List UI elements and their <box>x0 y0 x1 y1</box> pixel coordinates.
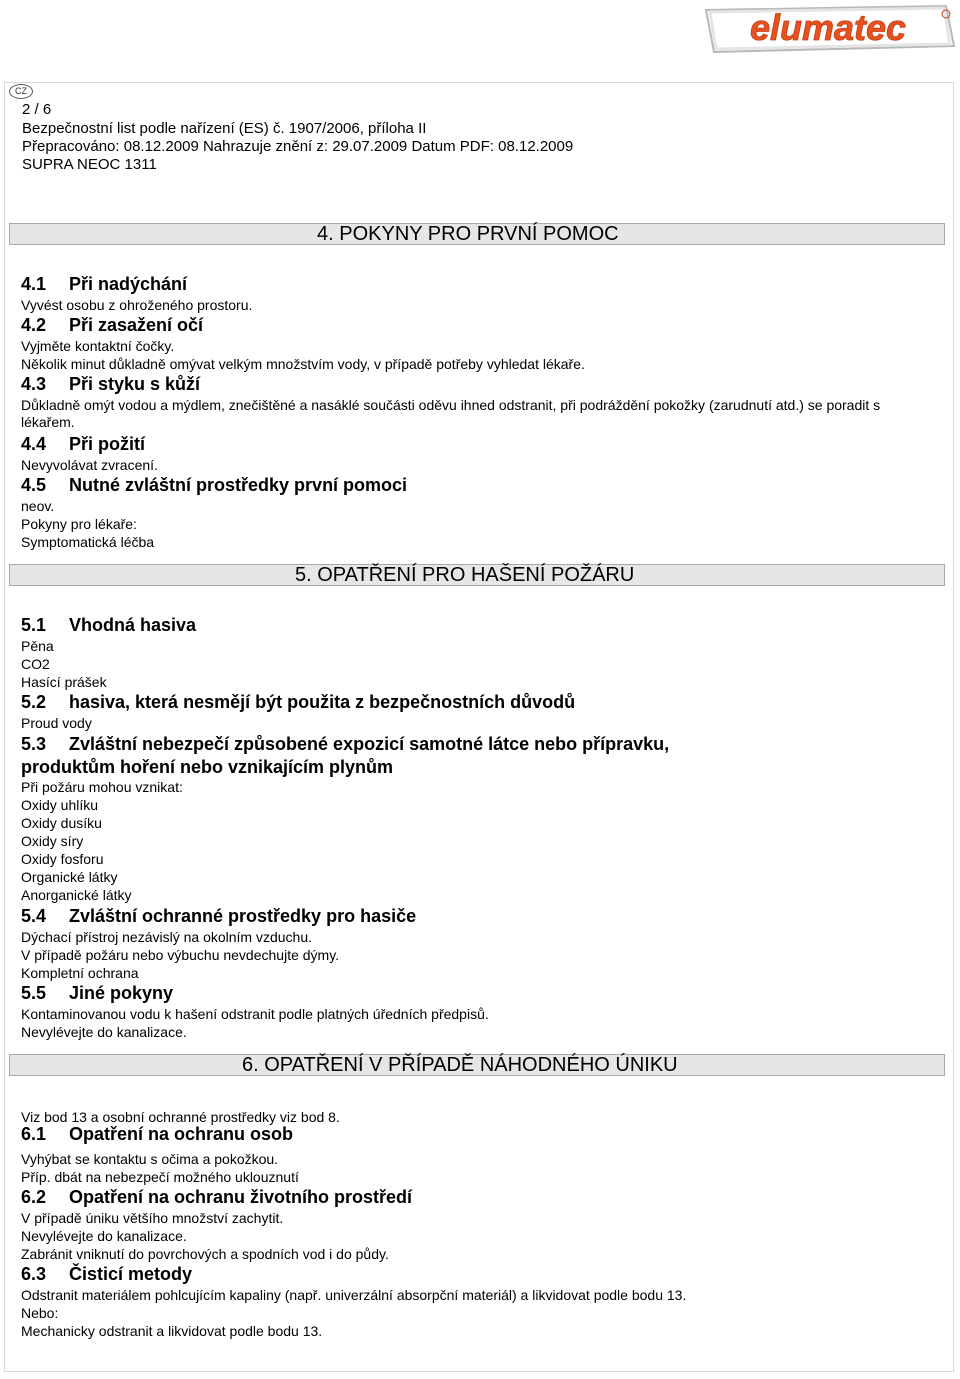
country-badge: CZ <box>9 84 33 99</box>
text-4-2-a: Vyjměte kontaktní čočky. <box>21 338 175 354</box>
text-4-4: Nevyvolávat zvracení. <box>21 457 158 473</box>
section-5-bar <box>9 564 945 586</box>
list-item: Dýchací přístroj nezávislý na okolním vzduchu. <box>21 929 313 945</box>
subsection-5-3-line2: produktům hoření nebo vznikajícím plynům <box>21 757 394 777</box>
subsection-5-4: 5.4 Zvláštní ochranné prostředky pro hasiče <box>21 906 417 926</box>
elumatec-logo <box>700 2 958 56</box>
list-item: Oxidy uhlíku <box>21 797 99 813</box>
regulation-line: Bezpečnostní list podle nařízení (ES) č. 1907/2006, příloha II <box>22 120 427 137</box>
text-4-1: Vyvést osobu z ohroženého prostoru. <box>21 297 253 313</box>
list-item: Mechanicky odstranit a likvidovat podle bodu 13. <box>21 1323 323 1339</box>
list-item: Organické látky <box>21 869 118 885</box>
subsection-5-2: 5.2 hasiva, která nesmějí být použita z bezpečnostních důvodů <box>21 692 576 712</box>
list-item: CO2 <box>21 656 50 672</box>
section-4-title: 4. POKYNY PRO PRVNÍ POMOC <box>317 223 619 245</box>
subsection-4-1: 4.1 Při nadýchání <box>21 274 188 294</box>
text-4-3: Důkladně omýt vodou a mýdlem, znečištěné a nasáklé součásti oděvu ihned odstranit, při podráždění pokožky (zarudnutí atd.) se poradit s lékařem. <box>21 397 881 430</box>
subsection-4-2: 4.2 Při zasažení očí <box>21 315 204 335</box>
list-item: Nevylévejte do kanalizace. <box>21 1228 187 1244</box>
logo-text: elumatec <box>749 7 907 48</box>
text-6-intro: Viz bod 13 a osobní ochranné prostředky viz bod 8. <box>21 1109 340 1125</box>
list-item: Příp. dbát na nebezpečí možného uklouznutí <box>21 1169 299 1185</box>
list-item: Odstranit materiálem pohlcujícím kapaliny (např. univerzální absorpční materiál) a likvidovat podle bodu 13. <box>21 1287 687 1303</box>
subsection-4-3: 4.3 Při styku s kůží <box>21 374 201 394</box>
subsection-5-1: 5.1 Vhodná hasiva <box>21 615 197 635</box>
list-item: Hasící prášek <box>21 674 107 690</box>
subsection-4-4: 4.4 Při požití <box>21 434 145 454</box>
list-item: Oxidy dusíku <box>21 815 102 831</box>
text-5-2: Proud vody <box>21 715 92 731</box>
subsection-5-5: 5.5 Jiné pokyny <box>21 983 174 1003</box>
list-item: Nebo: <box>21 1305 59 1321</box>
list-item: Pěna <box>21 638 54 654</box>
subsection-5-3-line1: 5.3 Zvláštní nebezpečí způsobené expozicí samotné látce nebo přípravku, <box>21 734 670 754</box>
text-4-5-a: neov. <box>21 498 55 514</box>
section-5-title: 5. OPATŘENÍ PRO HAŠENÍ POŽÁRU <box>295 564 635 586</box>
product-name: SUPRA NEOC 1311 <box>22 156 157 173</box>
list-item: Zabránit vniknutí do povrchových a spodních vod i do půdy. <box>21 1246 389 1262</box>
subsection-4-5: 4.5 Nutné zvláštní prostředky první pomoci <box>21 475 408 495</box>
list-item: Nevylévejte do kanalizace. <box>21 1024 187 1040</box>
section-6-bar <box>9 1054 945 1076</box>
section-6-title: 6. OPATŘENÍ V PŘÍPADĚ NÁHODNÉHO ÚNIKU <box>242 1054 678 1076</box>
list-item: Kontaminovanou vodu k hašení odstranit podle platných úředních předpisů. <box>21 1006 489 1022</box>
list-item: Anorganické látky <box>21 887 132 903</box>
text-4-2-b: Několik minut důkladně omývat velkým množstvím vody, v případě potřeby vyhledat lékaře. <box>21 356 585 372</box>
section-4-bar <box>9 223 945 245</box>
text-4-5-b: Pokyny pro lékaře: <box>21 516 137 532</box>
subsection-6-3: 6.3 Čisticí metody <box>21 1264 193 1284</box>
text-4-5-c: Symptomatická léčba <box>21 534 155 550</box>
page-number: 2 / 6 <box>22 101 52 118</box>
subsection-6-2: 6.2 Opatření na ochranu životního prostředí <box>21 1187 413 1207</box>
list-item: Oxidy fosforu <box>21 851 104 867</box>
subsection-6-1: 6.1 Opatření na ochranu osob <box>21 1124 294 1144</box>
list-item: Při požáru mohou vznikat: <box>21 779 183 795</box>
list-item: Kompletní ochrana <box>21 965 139 981</box>
revision-line: Přepracováno: 08.12.2009 Nahrazuje znění z: 29.07.2009 Datum PDF: 08.12.2009 <box>22 138 574 155</box>
list-item: Oxidy síry <box>21 833 84 849</box>
list-item: V případě úniku většího množství zachytit. <box>21 1210 284 1226</box>
list-item: Vyhýbat se kontaktu s očima a pokožkou. <box>21 1151 279 1167</box>
list-item: V případě požáru nebo výbuchu nevdechujte dýmy. <box>21 947 340 963</box>
